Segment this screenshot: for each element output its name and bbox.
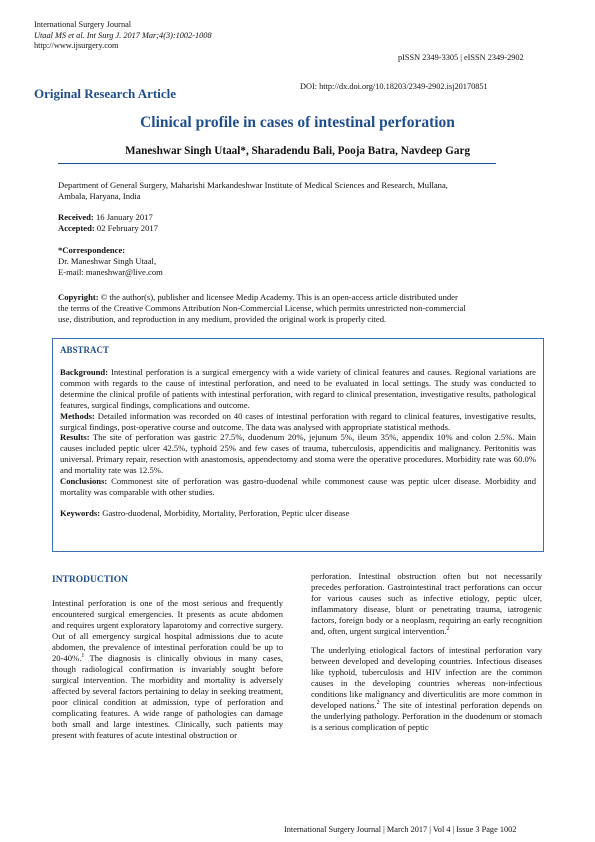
abstract-body — [60, 367, 536, 519]
issn: pISSN 2349-3305 | eISSN 2349-2902 — [398, 53, 524, 62]
dates — [58, 212, 158, 234]
abstract-box — [52, 338, 544, 552]
intro-paragraph: The underlying etiological factors of intestinal perforation vary between developed and developing countries. Infectious diseases like typhoid, tuberculosis and HIV infection are the common causes in the developing countries whereas non-infectious conditions like malignancy and diverticulitis are more common in developed nations.$^2$ The site of intestinal perforation depends on the underlying pathology. Perforation in the duodenum or stomach is a serious complication of peptic — [311, 645, 543, 732]
received-label: Received: — [58, 212, 94, 222]
affiliation: Department of General Surgery, Maharishi Markandeshwar Institute of Medical Sciences and Research, Mullana, Ambala, Haryana, India — [58, 180, 448, 201]
article-type: Original Research Article — [34, 86, 177, 101]
accepted-date: 02 February 2017 — [94, 223, 158, 233]
intro-left-column — [52, 598, 283, 749]
intro-right-column — [311, 571, 542, 741]
intro-paragraph: perforation. Intestinal obstruction often but not necessarily precedes perforation. Gastrointestinal tract perforations can occur for various causes such as infective etiology, peptic ulcer, inflammatory disease, blunt or penetrating trauma, iatrogenic factors, foreign body or a neoplasm, requiring an early recognition and, often, urgent surgical intervention.$^2$ — [311, 571, 542, 636]
article-title: Clinical profile in cases of intestinal perforation — [140, 114, 455, 131]
correspondence-name: Dr. Maneshwar Singh Utaal, — [58, 256, 157, 266]
website-link[interactable]: http://www.ijsurgery.com — [34, 41, 119, 50]
accepted-label: Accepted: — [58, 223, 95, 233]
correspondence-email: E-mail: maneshwar@live.com — [58, 267, 163, 277]
abstract-keywords: Keywords: Gastro-duodenal, Morbidity, Mortality, Perforation, Peptic ulcer disease — [60, 507, 350, 518]
journal-header — [34, 20, 212, 52]
introduction-heading: INTRODUCTION — [52, 575, 129, 585]
abstract-heading: ABSTRACT — [60, 345, 110, 355]
copyright: Copyright: © the author(s), publisher and licensee Medip Academy. This is an open-access article distributed under the terms of the Creative Commons Attribution Non-Commercial License, which permits unrestricted non-commercial use, distribution, and reproduction in any medium, provided the original work is properly cited. — [58, 292, 466, 324]
received-date: 16 January 2017 — [93, 212, 153, 222]
abstract-background: Background: Intestinal perforation is a surgical emergency with a wide variety of clinical features and causes. Regional variations are common with regards to the cause of intestinal perforation, and need to be evaluated in local settings. The study was conducted to determine the clinical profile of patients with intestinal perforation, with regard to clinical presentation, investigative results, pathological features, surgical findings, complications and outcome. — [60, 367, 536, 410]
correspondence: *Correspondence: Dr. Maneshwar Singh Utaal, E-mail: maneshwar@live.com — [58, 245, 163, 277]
doi-link[interactable]: DOI: http://dx.doi.org/10.18203/2349-2902.isj20170851 — [300, 82, 488, 91]
abstract-methods: Methods: Detailed information was recorded on 40 cases of intestinal perforation with regard to clinical features, investigative results, surgical findings, post-operative course and outcome. The data was analysed with appropriate statistical methods. — [60, 410, 536, 432]
citation: Utaal MS et al. Int Surg J. 2017 Mar;4(3):1002-1008 — [34, 30, 212, 40]
title-divider — [58, 163, 496, 164]
abstract-results: Results: The site of perforation was gastric 27.5%, duodenum 20%, jejunum 5%, ileum 35%, appendix 10% and colon 2.5%. Main causes included peptic ulcer 42.5%, typhoid 25% and few cases of trauma, tuberculosis, appendicitis and malignancy. Peritonitis was universal. Primary repair, resection with anastomosis, appendectomy and stoma were the operative procedures. Morbidity rate was 60.0% and mortality rate was 12.5%. — [60, 432, 536, 476]
journal-name: International Surgery Journal — [34, 20, 132, 29]
abstract-conclusions: Conclusions: Commonest site of perforation was gastro-duodenal while commonest cause was peptic ulcer disease. Morbidity and mortality was comparable with other studies. — [60, 476, 536, 497]
intro-paragraph: Intestinal perforation is one of the most serious and frequently encountered surgical emergencies. It presents as acute abdomen and requires urgent exploratory laparotomy and corrective surgery. Out of all emergency surgical hospital admissions due to acute abdomen, the prevalence of intestinal perforation could be up to 20-40%.$^1$ The diagnosis is clinically obvious in many cases, though radiological confirmation is invariably sought before surgical intervention. The morbidity and mortality is adversely affected by several factors pertaining to delay in seeking treatment, poor clinical condition at admission, type of perforation and complicating features. A wide range of pathologies can damage both small and large intestines. Clinically, such patients may present with features of acute intestinal obstruction or — [52, 598, 283, 740]
authors: Maneshwar Singh Utaal*, Sharadendu Bali, Pooja Batra, Navdeep Garg — [124, 145, 471, 157]
page-footer: International Surgery Journal | March 2017 | Vol 4 | Issue 3 Page 1002 — [284, 825, 517, 834]
